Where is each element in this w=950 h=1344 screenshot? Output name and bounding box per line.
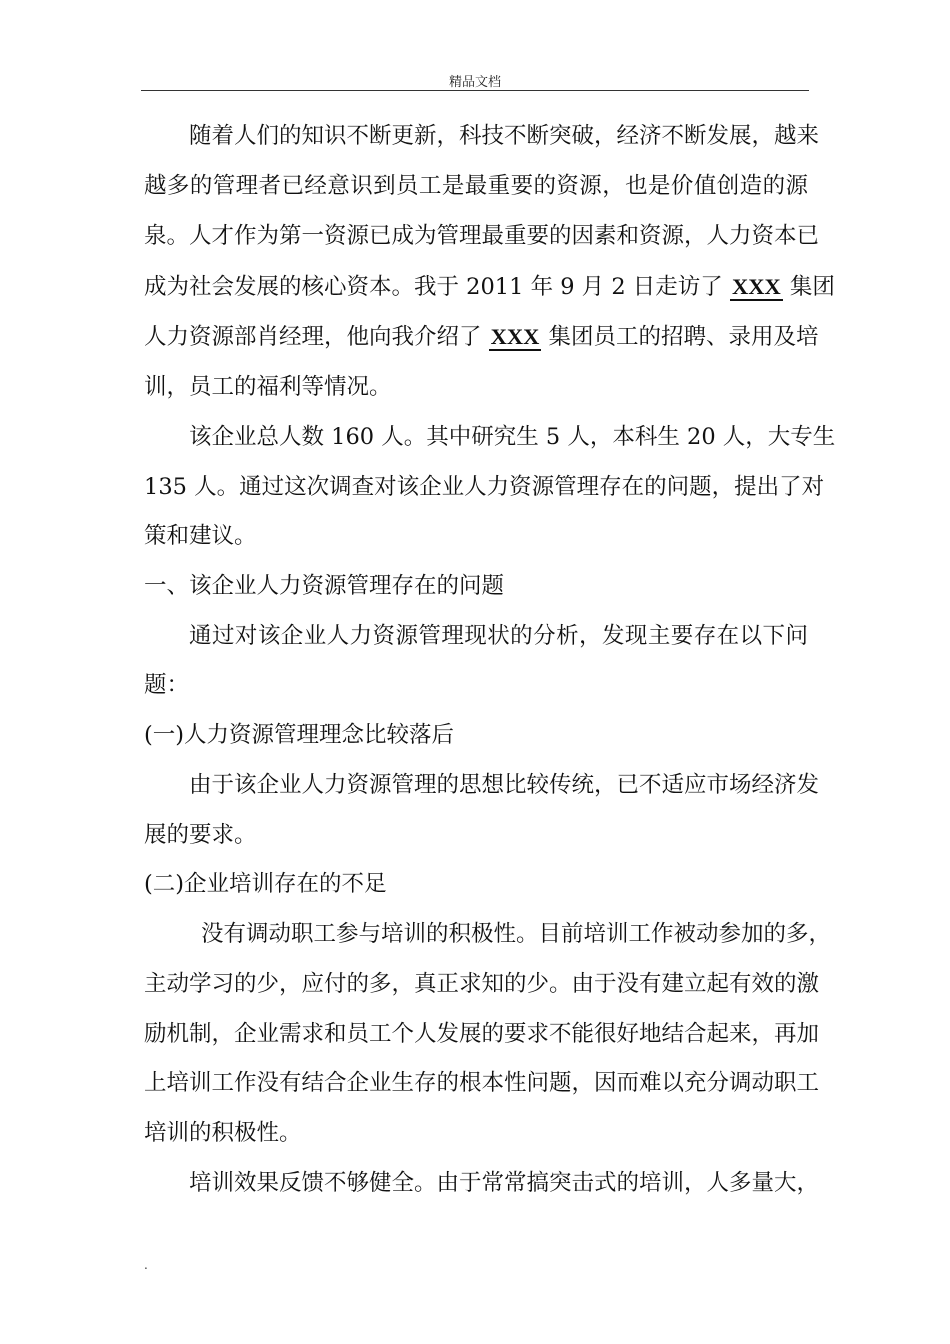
paragraph-line: 励机制，企业需求和员工个人发展的要求不能很好地结合起来，再加 (144, 1021, 820, 1047)
redacted-company-name: XXX (490, 324, 540, 349)
line-text: 集团 (782, 274, 835, 300)
paragraph-line: 泉。人才作为第一资源已成为管理最重要的因素和资源，人力资本已 (144, 223, 820, 249)
paragraph-line: 培训的积极性。 (144, 1120, 302, 1146)
subsection-heading: (一)人力资源管理理念比较落后 (144, 722, 455, 748)
paragraph-line: 越多的管理者已经意识到员工是最重要的资源，也是价值创造的源 (144, 173, 808, 199)
redacted-company-name: XXX (731, 274, 781, 299)
paragraph-line: 策和建议。 (144, 523, 257, 549)
footer-mark: . (144, 1258, 148, 1272)
page-header: 精品文档 (448, 75, 501, 90)
line-text: 成为社会发展的核心资本。我于 2011 年 9 月 2 日走访了 (144, 274, 730, 300)
line-text: 人力资源部肖经理，他向我介绍了 (144, 324, 489, 350)
paragraph-line: 培训效果反馈不够健全。由于常常搞突击式的培训，人多量大， (189, 1170, 820, 1196)
header-rule (141, 90, 809, 91)
paragraph-line (144, 320, 819, 354)
subsection-heading: (二)企业培训存在的不足 (144, 871, 387, 897)
paragraph-line: 展的要求。 (144, 822, 257, 848)
paragraph-line: 没有调动职工参与培训的积极性。目前培训工作被动参加的多， (201, 921, 832, 947)
paragraph-line: 该企业总人数 160 人。其中研究生 5 人，本科生 20 人，大专生 (189, 424, 836, 450)
line-text: 集团员工的招聘、录用及培 (541, 324, 819, 350)
paragraph-line: 主动学习的少，应付的多，真正求知的少。由于没有建立起有效的激 (144, 971, 820, 997)
paragraph-line: 通过对该企业人力资源管理现状的分析，发现主要存在以下问 (189, 623, 808, 649)
paragraph-line: 上培训工作没有结合企业生存的根本性问题，因而难以充分调动职工 (144, 1070, 820, 1096)
paragraph-line: 随着人们的知识不断更新，科技不断突破，经济不断发展，越来 (189, 123, 820, 149)
paragraph-line: 135 人。通过这次调查对该企业人力资源管理存在的问题，提出了对 (144, 474, 825, 500)
paragraph-line: 由于该企业人力资源管理的思想比较传统，已不适应市场经济发 (189, 772, 820, 798)
paragraph-line: 训，员工的福利等情况。 (144, 374, 392, 400)
paragraph-line: 题： (144, 672, 190, 698)
paragraph-line (144, 270, 835, 304)
section-heading: 一、该企业人力资源管理存在的问题 (144, 573, 505, 599)
